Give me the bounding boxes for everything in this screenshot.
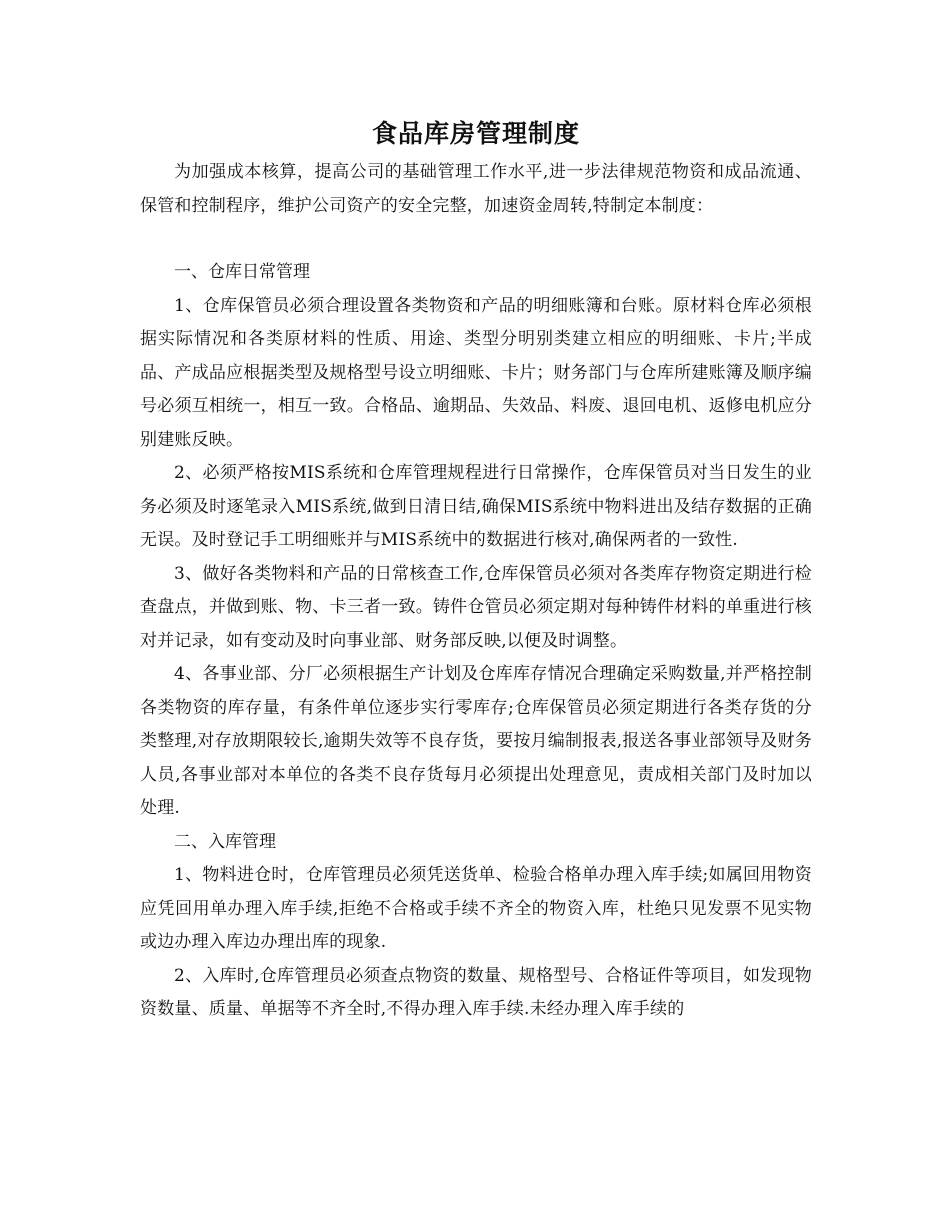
section1-item-2: 2、必须严格按MIS系统和仓库管理规程进行日常操作，仓库保管员对当日发生的业务必须及时逐笔录入MIS系统,做到日清日结,确保MIS系统中物料进出及结存数据的正确无误。及时登记手工明细账并与MIS系统中的数据进行核对,确保两者的一致性. xyxy=(140,463,812,550)
document-body xyxy=(140,112,812,1027)
section-heading-inbound-management: 二、入库管理 xyxy=(174,831,276,852)
document-title: 食品库房管理制度 xyxy=(371,119,580,148)
section2-item-1: 1、物料进仓时，仓库管理员必须凭送货单、检验合格单办理入库手续;如属回用物资应凭回用单办理入库手续,拒绝不合格或手续不齐全的物资入库，杜绝只见发票不见实物或边办理入库边办理出库的现象. xyxy=(140,865,812,952)
intro-paragraph: 为加强成本核算，提高公司的基础管理工作水平,进一步法律规范物资和成品流通、保管和控制程序，维护公司资产的安全完整，加速资金周转,特制定本制度： xyxy=(140,162,812,216)
section-heading-daily-management: 一、仓库日常管理 xyxy=(174,262,310,282)
section1-item-1: 1、仓库保管员必须合理设置各类物资和产品的明细账簿和台账。原材料仓库必须根据实际情况和各类原材料的性质、用途、类型分明别类建立相应的明细账、卡片;半成品、产成品应根据类型及规格型号设立明细账、卡片；财务部门与仓库所建账簿及顺序编号必须互相统一，相互一致。合格品、逾期品、失效品、料废、退回电机、返修电机应分别建账反映。 xyxy=(140,295,812,450)
section1-item-3: 3、做好各类物料和产品的日常核查工作,仓库保管员必须对各类库存物资定期进行检查盘点，并做到账、物、卡三者一致。铸件仓管员必须定期对每种铸件材料的单重进行核对并记录，如有变动及时向事业部、财务部反映,以便及时调整。 xyxy=(140,563,812,651)
section2-item-2: 2、入库时,仓库管理员必须查点物资的数量、规格型号、合格证件等项目，如发现物资数量、质量、单据等不齐全时,不得办理入库手续.未经办理入库手续的 xyxy=(140,965,812,1019)
section1-item-4: 4、各事业部、分厂必须根据生产计划及仓库库存情况合理确定采购数量,并严格控制各类物资的库存量，有条件单位逐步实行零库存;仓库保管员必须定期进行各类存货的分类整理,对存放期限较长,逾期失效等不良存货，要按月编制报表,报送各事业部领导及财务人员,各事业部对本单位的各类不良存货每月必须提出处理意见，责成相关部门及时加以处理. xyxy=(140,664,812,818)
blank-line xyxy=(140,223,812,256)
